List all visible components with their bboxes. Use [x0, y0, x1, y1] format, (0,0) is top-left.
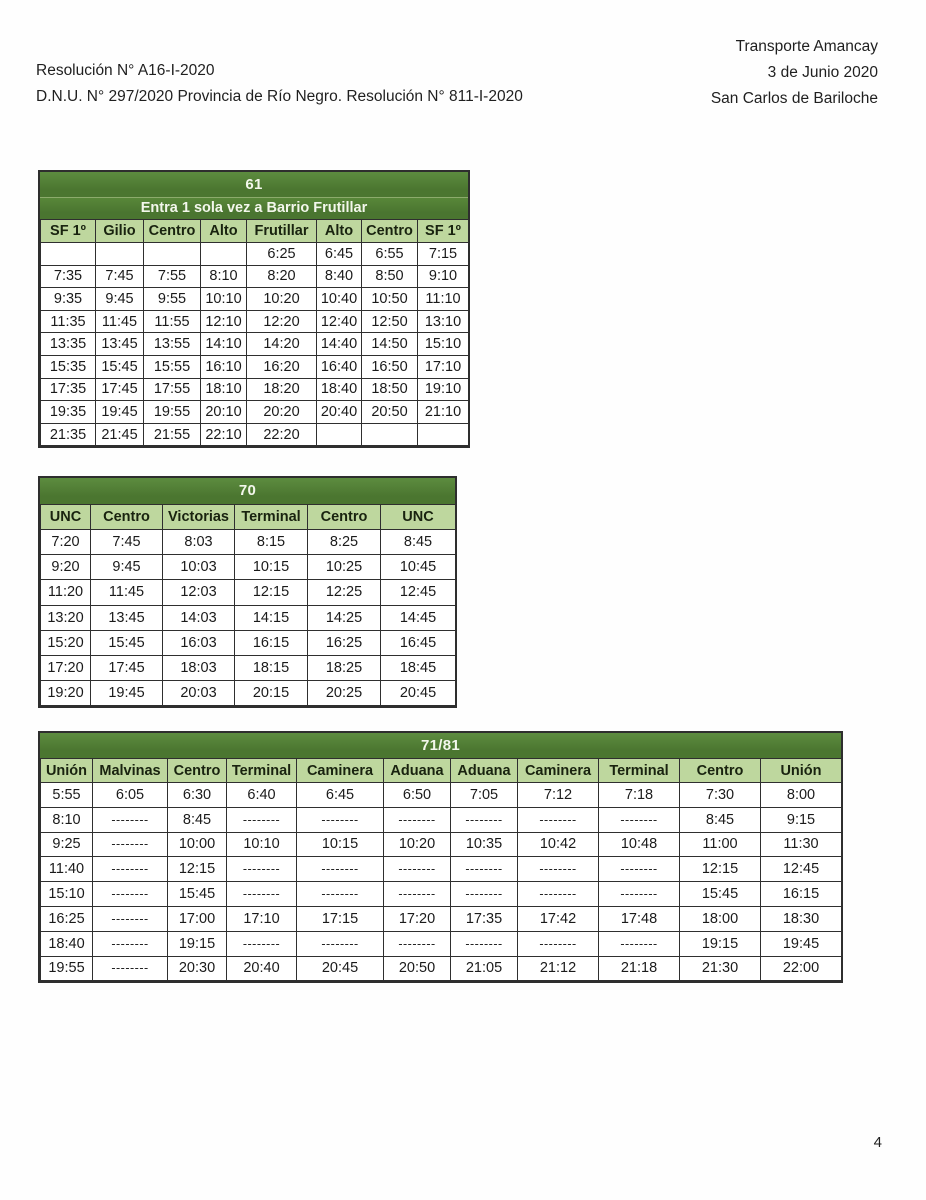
time-cell: 15:35: [41, 355, 96, 378]
time-cell: 11:45: [96, 310, 144, 333]
timetable-row: [41, 243, 469, 266]
time-cell: 10:40: [317, 288, 362, 311]
time-cell: 15:45: [91, 630, 163, 655]
time-cell: 8:25: [308, 530, 381, 555]
time-cell: 22:00: [761, 956, 842, 981]
time-cell: 19:20: [41, 681, 91, 706]
no-service-cell: --------: [93, 857, 168, 882]
time-cell: 22:20: [247, 423, 317, 446]
time-cell: 7:12: [518, 783, 599, 808]
no-service-cell: --------: [518, 931, 599, 956]
time-cell: 8:40: [317, 265, 362, 288]
time-cell: 11:00: [680, 832, 761, 857]
time-cell: 7:15: [418, 243, 469, 266]
timetable-row: [41, 378, 469, 401]
time-cell: 6:45: [317, 243, 362, 266]
time-cell: 9:35: [41, 288, 96, 311]
time-cell: 6:55: [362, 243, 418, 266]
no-service-cell: --------: [93, 931, 168, 956]
timetable-row: [41, 423, 469, 446]
time-cell: 12:20: [247, 310, 317, 333]
time-cell: 17:00: [168, 906, 227, 931]
time-cell: 13:45: [91, 605, 163, 630]
time-cell: 15:10: [418, 333, 469, 356]
no-service-cell: --------: [451, 931, 518, 956]
column-header: Aduana: [384, 759, 451, 783]
time-cell: 14:15: [235, 605, 308, 630]
no-service-cell: --------: [599, 807, 680, 832]
no-service-cell: --------: [451, 807, 518, 832]
column-header: Gilio: [96, 220, 144, 243]
time-cell: 17:15: [297, 906, 384, 931]
time-cell: 21:55: [144, 423, 201, 446]
time-cell: 20:45: [381, 681, 456, 706]
time-cell: 15:45: [680, 882, 761, 907]
timetable-row: [41, 857, 842, 882]
time-cell: 19:45: [761, 931, 842, 956]
timetable-grid: [40, 758, 842, 981]
time-cell: 21:10: [418, 401, 469, 424]
time-cell: 8:03: [163, 530, 235, 555]
time-cell: 6:40: [227, 783, 297, 808]
time-cell: 20:25: [308, 681, 381, 706]
timetable-row: [41, 681, 456, 706]
time-cell: 12:15: [235, 580, 308, 605]
time-cell: 13:35: [41, 333, 96, 356]
resolution-header: [36, 58, 523, 110]
empty-cell: [362, 423, 418, 446]
time-cell: 10:45: [381, 555, 456, 580]
empty-cell: [41, 243, 96, 266]
time-cell: 17:48: [599, 906, 680, 931]
timetable-grid: [40, 219, 469, 446]
time-cell: 17:20: [41, 655, 91, 680]
time-cell: 16:03: [163, 630, 235, 655]
time-cell: 11:55: [144, 310, 201, 333]
time-cell: 6:25: [247, 243, 317, 266]
time-cell: 7:05: [451, 783, 518, 808]
time-cell: 20:03: [163, 681, 235, 706]
time-cell: 18:40: [317, 378, 362, 401]
time-cell: 11:35: [41, 310, 96, 333]
time-cell: 16:10: [201, 355, 247, 378]
time-cell: 12:45: [381, 580, 456, 605]
time-cell: 17:35: [41, 378, 96, 401]
column-header: Centro: [91, 505, 163, 530]
time-cell: 14:45: [381, 605, 456, 630]
no-service-cell: --------: [227, 931, 297, 956]
column-header: Caminera: [518, 759, 599, 783]
time-cell: 10:10: [227, 832, 297, 857]
time-cell: 10:35: [451, 832, 518, 857]
time-cell: 9:45: [91, 555, 163, 580]
time-cell: 11:40: [41, 857, 93, 882]
column-header: UNC: [41, 505, 91, 530]
empty-cell: [418, 423, 469, 446]
empty-cell: [144, 243, 201, 266]
no-service-cell: --------: [93, 807, 168, 832]
time-cell: 7:35: [41, 265, 96, 288]
time-cell: 18:15: [235, 655, 308, 680]
time-cell: 18:50: [362, 378, 418, 401]
time-cell: 17:42: [518, 906, 599, 931]
table-title: 61: [40, 172, 468, 197]
time-cell: 13:20: [41, 605, 91, 630]
empty-cell: [317, 423, 362, 446]
column-header: Frutillar: [247, 220, 317, 243]
time-cell: 18:03: [163, 655, 235, 680]
time-cell: 11:45: [91, 580, 163, 605]
time-cell: 9:20: [41, 555, 91, 580]
time-cell: 7:45: [96, 265, 144, 288]
time-cell: 16:40: [317, 355, 362, 378]
time-cell: 8:45: [381, 530, 456, 555]
time-cell: 15:45: [96, 355, 144, 378]
time-cell: 8:20: [247, 265, 317, 288]
no-service-cell: --------: [451, 857, 518, 882]
table-title: 70: [40, 478, 455, 504]
no-service-cell: --------: [384, 857, 451, 882]
time-cell: 16:25: [41, 906, 93, 931]
no-service-cell: --------: [227, 857, 297, 882]
time-cell: 15:20: [41, 630, 91, 655]
time-cell: 8:50: [362, 265, 418, 288]
time-cell: 19:45: [96, 401, 144, 424]
time-cell: 8:45: [168, 807, 227, 832]
column-header: Unión: [41, 759, 93, 783]
time-cell: 10:20: [247, 288, 317, 311]
timetable-grid: [40, 504, 456, 706]
column-header: Terminal: [227, 759, 297, 783]
time-cell: 18:30: [761, 906, 842, 931]
column-header: Victorias: [163, 505, 235, 530]
time-cell: 10:50: [362, 288, 418, 311]
time-cell: 15:55: [144, 355, 201, 378]
column-header: Centro: [680, 759, 761, 783]
time-cell: 21:12: [518, 956, 599, 981]
page-number: 4: [873, 1134, 882, 1151]
resolution-line-1: Resolución N° A16-I-2020: [36, 62, 215, 79]
time-cell: 12:50: [362, 310, 418, 333]
time-cell: 20:30: [168, 956, 227, 981]
time-cell: 18:40: [41, 931, 93, 956]
time-cell: 17:45: [96, 378, 144, 401]
timetable-line-61: [38, 170, 470, 448]
time-cell: 20:50: [384, 956, 451, 981]
time-cell: 17:10: [227, 906, 297, 931]
no-service-cell: --------: [518, 882, 599, 907]
no-service-cell: --------: [93, 906, 168, 931]
resolution-line-2: D.N.U. N° 297/2020 Provincia de Río Negro. Resolución N° 811-I-2020: [36, 88, 523, 105]
no-service-cell: --------: [297, 931, 384, 956]
time-cell: 7:45: [91, 530, 163, 555]
time-cell: 15:45: [168, 882, 227, 907]
no-service-cell: --------: [451, 882, 518, 907]
empty-cell: [96, 243, 144, 266]
time-cell: 6:50: [384, 783, 451, 808]
time-cell: 17:55: [144, 378, 201, 401]
no-service-cell: --------: [384, 807, 451, 832]
time-cell: 12:45: [761, 857, 842, 882]
time-cell: 12:15: [680, 857, 761, 882]
no-service-cell: --------: [518, 857, 599, 882]
time-cell: 11:20: [41, 580, 91, 605]
time-cell: 18:10: [201, 378, 247, 401]
time-cell: 20:45: [297, 956, 384, 981]
time-cell: 21:35: [41, 423, 96, 446]
time-cell: 6:45: [297, 783, 384, 808]
time-cell: 12:40: [317, 310, 362, 333]
time-cell: 18:25: [308, 655, 381, 680]
column-header: SF 1º: [418, 220, 469, 243]
column-header: Caminera: [297, 759, 384, 783]
no-service-cell: --------: [227, 807, 297, 832]
timetable-row: [41, 882, 842, 907]
no-service-cell: --------: [93, 956, 168, 981]
time-cell: 20:40: [227, 956, 297, 981]
timetable-row: [41, 783, 842, 808]
time-cell: 10:15: [235, 555, 308, 580]
no-service-cell: --------: [93, 882, 168, 907]
column-header: Centro: [308, 505, 381, 530]
time-cell: 8:10: [201, 265, 247, 288]
timetable-row: [41, 906, 842, 931]
time-cell: 16:20: [247, 355, 317, 378]
timetable-row: [41, 288, 469, 311]
no-service-cell: --------: [93, 832, 168, 857]
time-cell: 18:00: [680, 906, 761, 931]
time-cell: 9:15: [761, 807, 842, 832]
column-header: Alto: [317, 220, 362, 243]
time-cell: 8:10: [41, 807, 93, 832]
column-header-row: [41, 505, 456, 530]
time-cell: 21:05: [451, 956, 518, 981]
no-service-cell: --------: [297, 857, 384, 882]
time-cell: 9:55: [144, 288, 201, 311]
time-cell: 15:10: [41, 882, 93, 907]
column-header: Unión: [761, 759, 842, 783]
time-cell: 7:55: [144, 265, 201, 288]
time-cell: 13:10: [418, 310, 469, 333]
column-header: Alto: [201, 220, 247, 243]
time-cell: 16:50: [362, 355, 418, 378]
time-cell: 14:50: [362, 333, 418, 356]
timetable-row: [41, 555, 456, 580]
column-header-row: [41, 759, 842, 783]
timetable-row: [41, 931, 842, 956]
no-service-cell: --------: [518, 807, 599, 832]
time-cell: 11:10: [418, 288, 469, 311]
timetable-row: [41, 310, 469, 333]
no-service-cell: --------: [599, 931, 680, 956]
time-cell: 21:30: [680, 956, 761, 981]
time-cell: 10:00: [168, 832, 227, 857]
time-cell: 5:55: [41, 783, 93, 808]
time-cell: 14:03: [163, 605, 235, 630]
time-cell: 19:55: [144, 401, 201, 424]
no-service-cell: --------: [599, 857, 680, 882]
column-header: Aduana: [451, 759, 518, 783]
time-cell: 9:45: [96, 288, 144, 311]
timetable-row: [41, 630, 456, 655]
time-cell: 10:03: [163, 555, 235, 580]
timetable-row: [41, 956, 842, 981]
company-name: Transporte Amancay: [735, 38, 878, 55]
timetable-row: [41, 355, 469, 378]
time-cell: 13:55: [144, 333, 201, 356]
time-cell: 16:15: [761, 882, 842, 907]
time-cell: 19:15: [680, 931, 761, 956]
time-cell: 14:40: [317, 333, 362, 356]
no-service-cell: --------: [384, 882, 451, 907]
time-cell: 16:25: [308, 630, 381, 655]
time-cell: 20:15: [235, 681, 308, 706]
timetable-row: [41, 580, 456, 605]
time-cell: 18:45: [381, 655, 456, 680]
time-cell: 21:18: [599, 956, 680, 981]
time-cell: 10:25: [308, 555, 381, 580]
timetable-row: [41, 807, 842, 832]
time-cell: 20:40: [317, 401, 362, 424]
time-cell: 9:25: [41, 832, 93, 857]
timetable-row: [41, 530, 456, 555]
time-cell: 8:45: [680, 807, 761, 832]
time-cell: 17:10: [418, 355, 469, 378]
time-cell: 9:10: [418, 265, 469, 288]
no-service-cell: --------: [599, 882, 680, 907]
timetable-row: [41, 333, 469, 356]
time-cell: 19:35: [41, 401, 96, 424]
column-header: SF 1º: [41, 220, 96, 243]
column-header: Centro: [144, 220, 201, 243]
column-header-row: [41, 220, 469, 243]
document-date: 3 de Junio 2020: [767, 64, 878, 81]
time-cell: 12:25: [308, 580, 381, 605]
time-cell: 12:15: [168, 857, 227, 882]
time-cell: 7:18: [599, 783, 680, 808]
time-cell: 14:20: [247, 333, 317, 356]
time-cell: 6:05: [93, 783, 168, 808]
column-header: Malvinas: [93, 759, 168, 783]
timetable-row: [41, 605, 456, 630]
time-cell: 7:20: [41, 530, 91, 555]
column-header: UNC: [381, 505, 456, 530]
time-cell: 18:20: [247, 378, 317, 401]
column-header: Centro: [168, 759, 227, 783]
time-cell: 7:30: [680, 783, 761, 808]
time-cell: 14:10: [201, 333, 247, 356]
time-cell: 10:48: [599, 832, 680, 857]
time-cell: 10:10: [201, 288, 247, 311]
empty-cell: [201, 243, 247, 266]
time-cell: 10:20: [384, 832, 451, 857]
time-cell: 16:45: [381, 630, 456, 655]
time-cell: 19:45: [91, 681, 163, 706]
time-cell: 17:20: [384, 906, 451, 931]
timetable-line-71-81: [38, 731, 843, 983]
column-header: Centro: [362, 220, 418, 243]
time-cell: 21:45: [96, 423, 144, 446]
company-city: San Carlos de Bariloche: [710, 90, 878, 107]
time-cell: 8:00: [761, 783, 842, 808]
table-title: 71/81: [40, 733, 841, 758]
table-subtitle: Entra 1 sola vez a Barrio Frutillar: [40, 197, 468, 219]
time-cell: 20:50: [362, 401, 418, 424]
time-cell: 10:42: [518, 832, 599, 857]
time-cell: 8:15: [235, 530, 308, 555]
company-header: [711, 34, 878, 112]
timetable-row: [41, 265, 469, 288]
column-header: Terminal: [235, 505, 308, 530]
time-cell: 16:15: [235, 630, 308, 655]
column-header: Terminal: [599, 759, 680, 783]
no-service-cell: --------: [227, 882, 297, 907]
timetable-row: [41, 655, 456, 680]
time-cell: 19:10: [418, 378, 469, 401]
time-cell: 13:45: [96, 333, 144, 356]
no-service-cell: --------: [384, 931, 451, 956]
no-service-cell: --------: [297, 882, 384, 907]
time-cell: 20:10: [201, 401, 247, 424]
timetable-line-70: [38, 476, 457, 708]
time-cell: 12:03: [163, 580, 235, 605]
time-cell: 22:10: [201, 423, 247, 446]
time-cell: 10:15: [297, 832, 384, 857]
timetable-row: [41, 401, 469, 424]
time-cell: 14:25: [308, 605, 381, 630]
time-cell: 6:30: [168, 783, 227, 808]
time-cell: 12:10: [201, 310, 247, 333]
time-cell: 17:45: [91, 655, 163, 680]
no-service-cell: --------: [297, 807, 384, 832]
time-cell: 11:30: [761, 832, 842, 857]
time-cell: 20:20: [247, 401, 317, 424]
timetable-row: [41, 832, 842, 857]
time-cell: 17:35: [451, 906, 518, 931]
time-cell: 19:15: [168, 931, 227, 956]
time-cell: 19:55: [41, 956, 93, 981]
